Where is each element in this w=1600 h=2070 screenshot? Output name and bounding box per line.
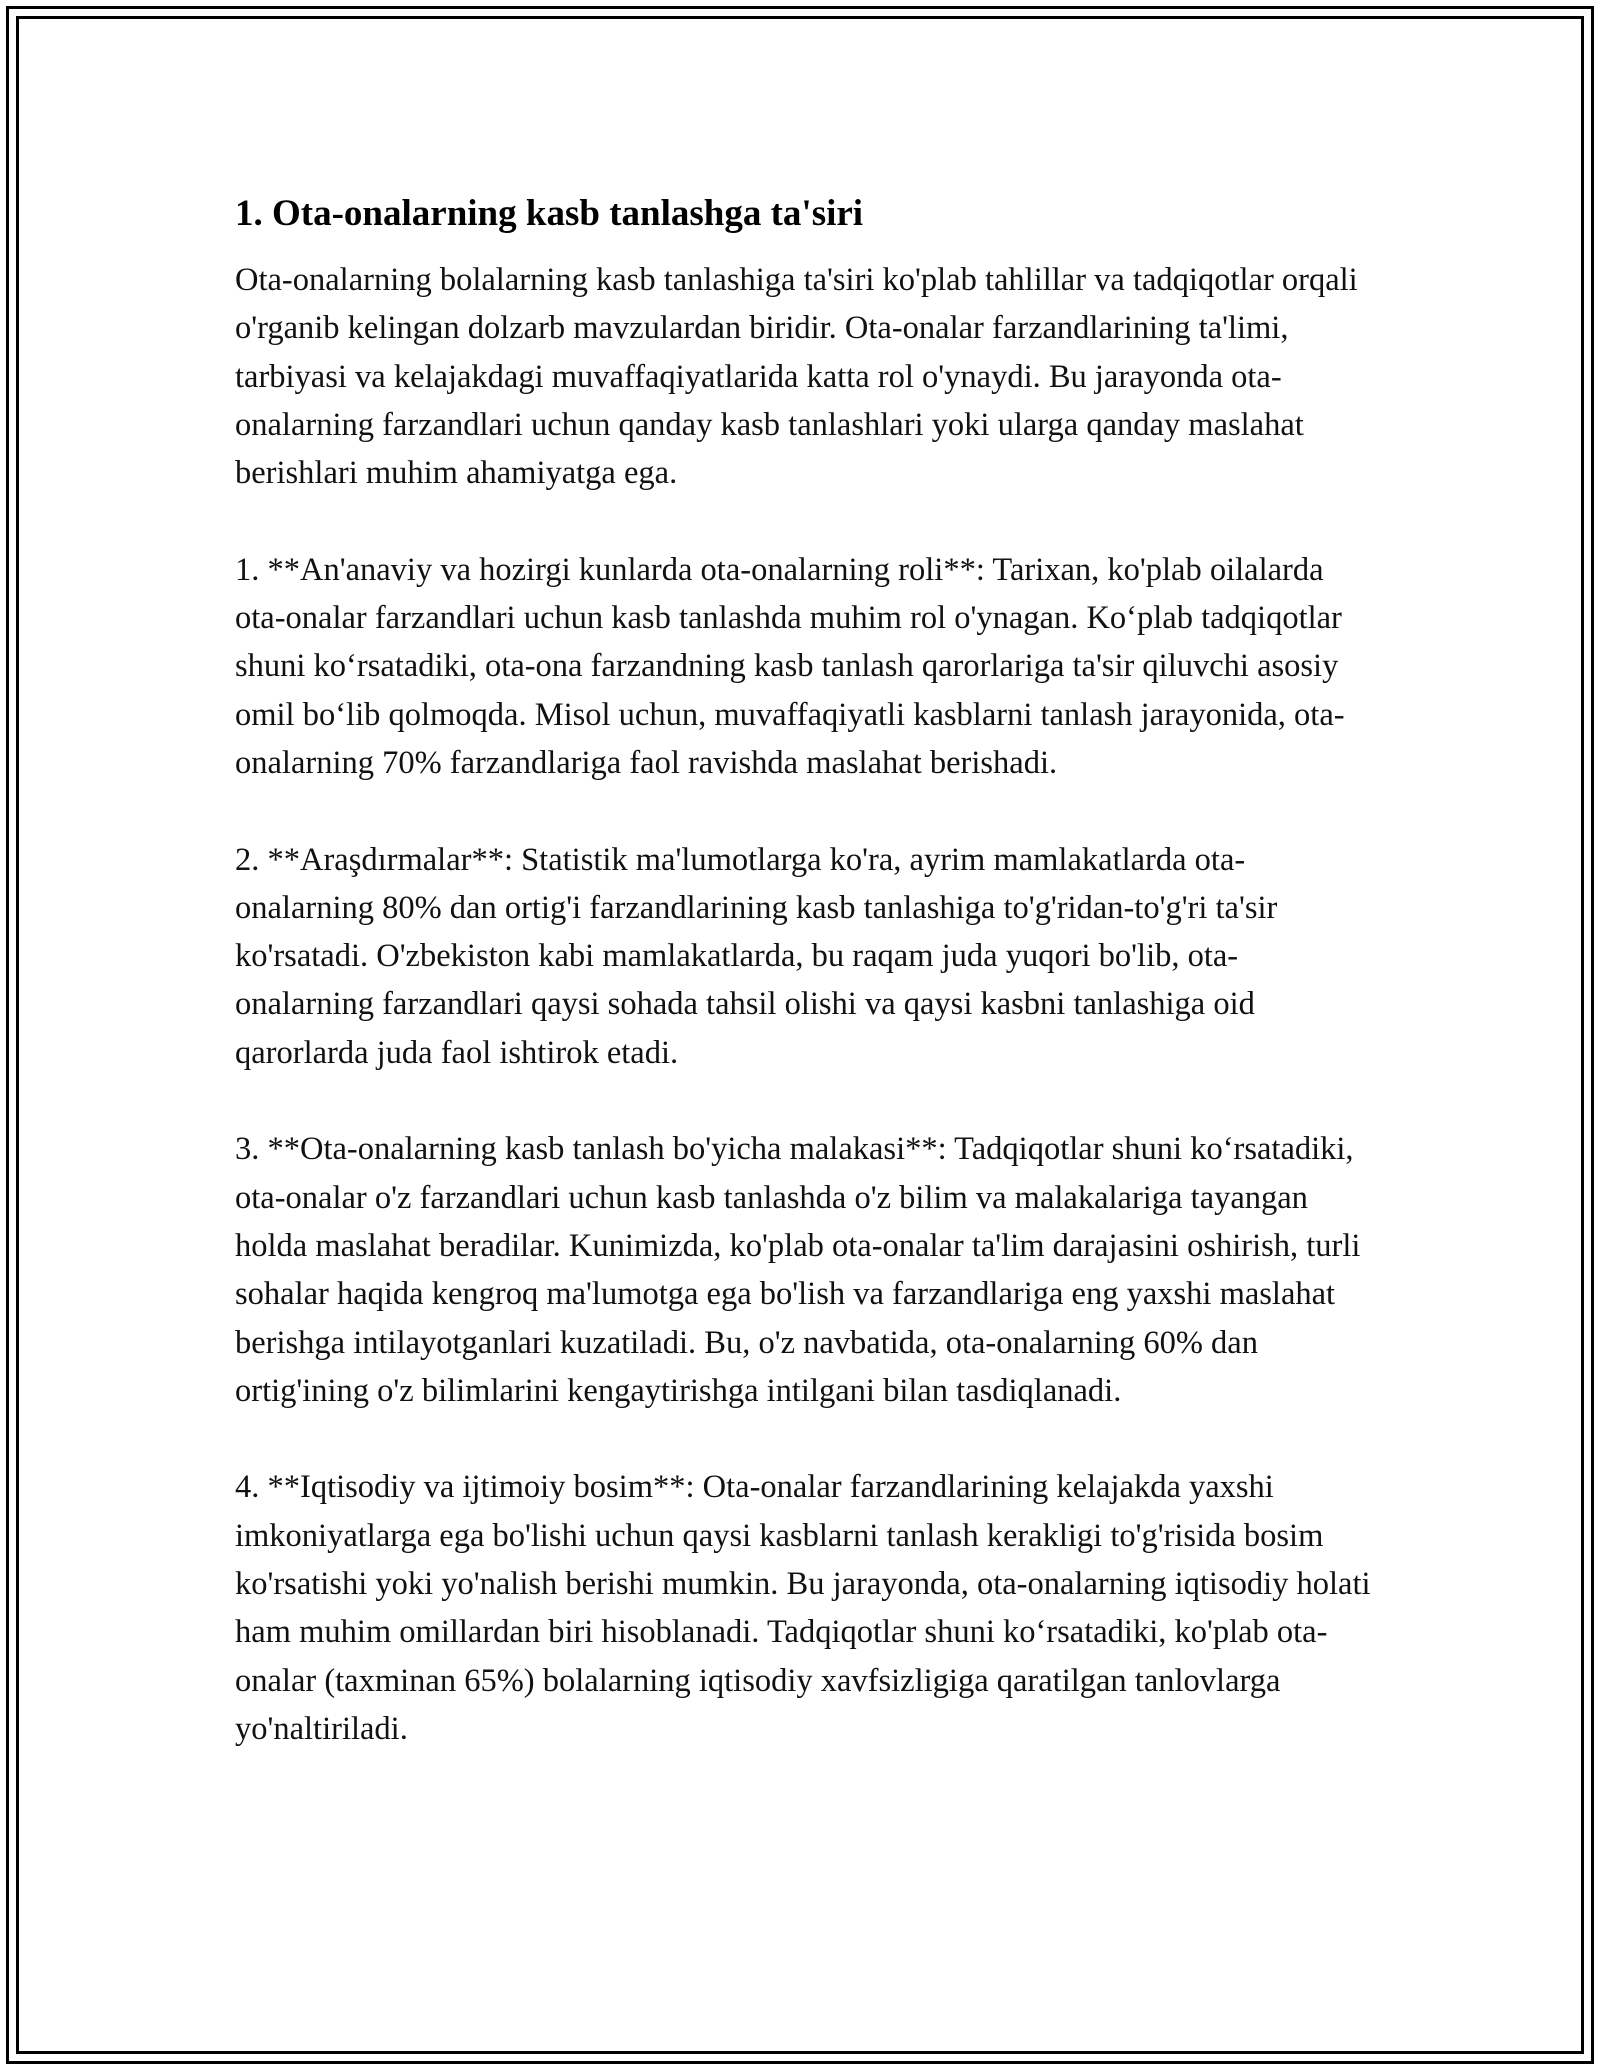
point-1-paragraph: 1. **An'anaviy va hozirgi kunlarda ota-onalarning roli**: Tarixan, ko'plab oilalarda ota-onalar farzandlari uchun kasb tanlashda muhim rol o'ynagan. Ko‘plab tadqiqotlar shuni ko‘rsatadiki, ota-ona farzandning kasb tanlash qarorlariga ta'sir qiluvchi asosiy omil bo‘lib qolmoqda. Misol uchun, muvaffaqiyatli kasblarni tanlash jarayonida, ota-onalarning 70% farzandlariga faol ravishda maslahat berishadi. [235,551,1345,781]
document-body [235,186,1375,1802]
intro-paragraph: Ota-onalarning bolalarning kasb tanlashiga ta'siri ko'plab tahlillar va tadqiqotlar orqali o'rganib kelingan dolzarb mavzulardan biridir. Ota-onalar farzandlarining ta'limi, tarbiyasi va kelajakdagi muvaffaqiyatlarida katta rol o'ynaydi. Bu jarayonda ota-onalarning farzandlari uchun qanday kasb tanlashlari yoki ularga qanday maslahat berishlari muhim ahamiyatga ega. [235,262,1358,492]
point-3-paragraph: 3. **Ota-onalarning kasb tanlash bo'yicha malakasi**: Tadqiqotlar shuni ko‘rsatadiki, ota-onalar o'z farzandlari uchun kasb tanlashda o'z bilim va malakalariga tayangan holda maslahat beradilar. Kunimizda, ko'plab ota-onalar ta'lim darajasini oshirish, turli sohalar haqida kengroq ma'lumotga ega bo'lish va farzandlariga eng yaxshi maslahat berishga intilayotganlari kuzatiladi. Bu, o'z navbatida, ota-onalarning 60% dan ortig'ining o'z bilimlarini kengaytirishga intilgani bilan tasdiqlanadi. [235,1131,1361,1409]
point-2-paragraph: 2. **Araşdırmalar**: Statistik ma'lumotlarga ko'ra, ayrim mamlakatlarda ota-onalarning 80% dan ortig'i farzandlarining kasb tanlashiga to'g'ridan-to'g'ri ta'sir ko'rsatadi. O'zbekiston kabi mamlakatlarda, bu raqam juda yuqori bo'lib, ota-onalarning farzandlari qaysi sohada tahsil olishi va qaysi kasbni tanlashiga oid qarorlarda juda faol ishtirok etadi. [235,841,1278,1071]
section-heading: 1. Ota-onalarning kasb tanlashga ta's​iri [235,193,864,234]
point-4-paragraph: 4. **Iqtisodiy va ijtimoiy bosim**: Ota-onalar farzandlarining kelajakda yaxshi imkoniyatlarga ega bo'lishi uchun qaysi kasblarni tanlash kerakligi to'g'risida bosim ko'rsatishi yoki yo'nalish berishi mumkin. Bu jarayonda, ota-onalarning iqtisodiy holati ham muhim omillardan biri hisoblanadi. Tadqiqotlar shuni ko‘rsatadiki, ko'plab ota-onalar (taxminan 65%) bolalarning iqtisodiy xavfsizligiga qaratilgan tanlovlarga yo'naltiriladi. [235,1469,1371,1747]
